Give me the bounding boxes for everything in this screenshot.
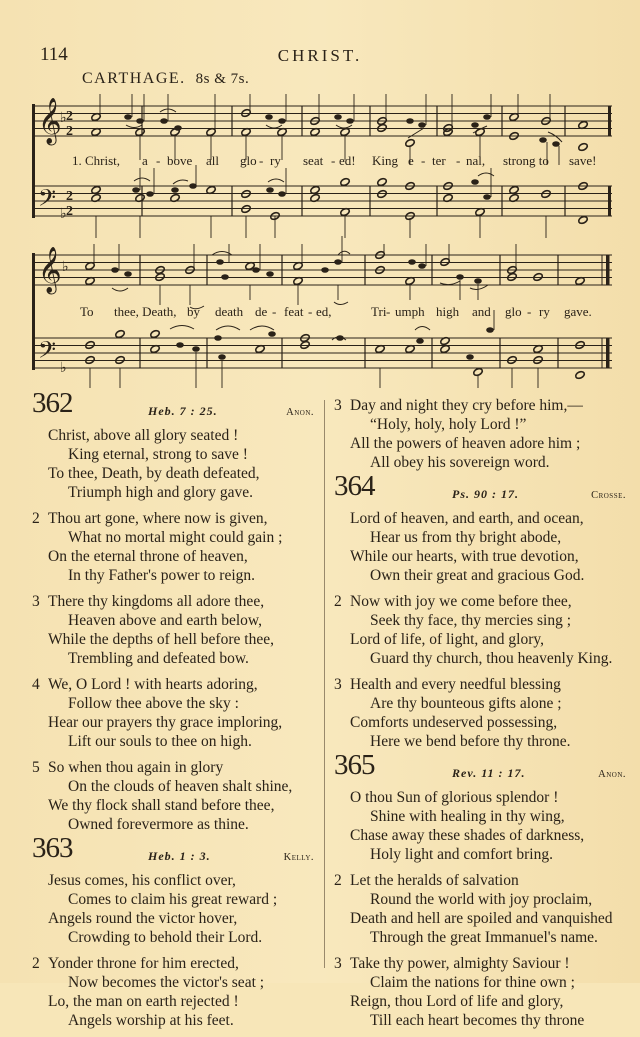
treble-clef-icon: 𝄞	[38, 98, 62, 144]
stanza-1	[332, 788, 632, 864]
verse-line: Round the world with joy proclaim,	[370, 891, 593, 908]
verse-line: Holy light and comfort bring.	[370, 846, 553, 863]
stanza-2	[30, 509, 320, 585]
stanza-1	[30, 426, 320, 502]
stanza-3	[30, 592, 320, 668]
svg-text:2: 2	[66, 124, 73, 139]
verse-line: Angels worship at his feet.	[68, 1012, 234, 1029]
verse-line: Now becomes the victor's seat ;	[68, 974, 265, 991]
lyrics-system-2: To thee, Death, by death de - feat - ed, Tri - umph high and glo - ry gave.	[80, 304, 592, 319]
verse-line: So when thou again in glory	[48, 759, 224, 776]
hymn-364	[332, 470, 632, 751]
verse-line: O thou Sun of glorious splendor !	[350, 789, 559, 806]
bass-clef-icon: 𝄢	[38, 184, 57, 217]
verse-line: King eternal, strong to save !	[68, 446, 248, 463]
verse-line: Triumph high and glory gave.	[68, 484, 253, 501]
hymn-author: Anon.	[598, 769, 626, 780]
verse-line: Follow thee above the sky :	[68, 695, 239, 712]
verse-line: Heaven above and earth below,	[68, 612, 262, 629]
lyrics-system-1: 1. Christ, a - bove all glo - ry seat - ed! King e - ter - nal, strong to save!	[72, 153, 597, 168]
verse-line: Chase away these shades of darkness,	[350, 827, 585, 844]
svg-text:♭: ♭	[60, 111, 67, 126]
verse-line: “Holy, holy, holy Lord !”	[370, 416, 527, 433]
verse-line: Through the great Immanuel's name.	[370, 929, 598, 946]
verse-line: There thy kingdoms all adore thee,	[48, 593, 265, 610]
hymn-362	[30, 387, 320, 834]
verse-line: Own their great and gracious God.	[370, 567, 585, 584]
page-number: 114	[40, 44, 68, 65]
verse-line: Take thy power, almighty Saviour !	[350, 955, 570, 972]
verse-line: Trembling and defeated bow.	[68, 650, 249, 667]
tune-name: CARTHAGE.	[82, 70, 186, 87]
stanza-4	[30, 675, 320, 751]
stanza-3	[332, 954, 632, 1030]
verse-line: Health and every needful blessing	[350, 676, 561, 693]
stanza-number: 2	[334, 593, 342, 610]
stanza-number: 3	[32, 593, 40, 610]
verse-line: Let the heralds of salvation	[350, 872, 519, 889]
verse-line: Comes to claim his great reward ;	[68, 891, 278, 908]
verse-line: Lo, the man on earth rejected !	[48, 993, 239, 1010]
verse-line: Till each heart becomes thy throne	[370, 1012, 585, 1029]
stanza-number: 3	[334, 676, 342, 693]
right-column	[332, 396, 632, 1037]
hymn-number: 362	[32, 387, 73, 419]
svg-text:2: 2	[66, 109, 73, 124]
stanza-number: 4	[32, 676, 40, 693]
hymn-363	[30, 832, 320, 1030]
verse-line: Lord of life, of light, and glory,	[350, 631, 544, 648]
hymn-365	[332, 749, 632, 1030]
svg-text:𝄢: 𝄢	[38, 336, 57, 369]
svg-text:♭: ♭	[60, 207, 67, 222]
hymn-number: 363	[32, 832, 73, 864]
verse-line: Thou art gone, where now is given,	[48, 510, 268, 527]
verse-line: Crowding to behold their Lord.	[68, 929, 263, 946]
hymn-number: 364	[334, 470, 375, 502]
stanza-2	[332, 871, 632, 947]
staff-notation	[0, 0, 640, 390]
scripture-reference: Ps. 90 : 17.	[452, 487, 519, 501]
stanza-number: 2	[334, 872, 342, 889]
hymn-363-stanza-3	[332, 396, 632, 472]
verse-line: Death and hell are spoiled and vanquished	[350, 910, 613, 927]
svg-text:♭: ♭	[62, 260, 69, 275]
verse-line: Are thy bounteous gifts alone ;	[370, 695, 562, 712]
verse-line: Hear our prayers thy grace imploring,	[48, 714, 283, 731]
verse-line: On the eternal throne of heaven,	[48, 548, 248, 565]
verse-line: To thee, Death, by death defeated,	[48, 465, 260, 482]
stanza-1	[30, 871, 320, 947]
verse-line: In thy Father's power to reign.	[68, 567, 256, 584]
stanza-3	[332, 675, 632, 751]
verse-line: All the powers of heaven adore him ;	[350, 435, 581, 452]
verse-line: Lord of heaven, and earth, and ocean,	[350, 510, 584, 527]
stanza-1	[332, 509, 632, 585]
hymn-author: Kelly.	[283, 852, 314, 863]
verse-line: Lift our souls to thee on high.	[68, 733, 252, 750]
verse-line: All obey his sovereign word.	[370, 454, 550, 471]
verse-line: Reign, thou Lord of life and glory,	[350, 993, 564, 1010]
verse-line: We, O Lord ! with hearts adoring,	[48, 676, 258, 693]
stanza-number: 2	[32, 510, 40, 527]
section-title: CHRIST.	[277, 46, 363, 65]
verse-line: Guard thy church, thou heavenly King.	[370, 650, 613, 667]
verse-line: Christ, above all glory seated !	[48, 427, 239, 444]
verse-line: Seek thy face, thy mercies sing ;	[370, 612, 572, 629]
verse-line: Angels round the victor hover,	[48, 910, 238, 927]
verse-line: Comforts undeserved possessing,	[350, 714, 558, 731]
verse-line: While our hearts, with true devotion,	[350, 548, 579, 565]
stanza-2	[332, 592, 632, 668]
stanza-number: 3	[334, 955, 342, 972]
verse-line: Shine with healing in thy wing,	[370, 808, 565, 825]
verse-line: Owned forevermore as thine.	[68, 816, 249, 833]
tune-meter: 8s & 7s.	[195, 71, 250, 87]
column-divider	[324, 400, 325, 968]
verse-line: Hear us from thy bright abode,	[370, 529, 562, 546]
hymn-author: Anon.	[286, 407, 314, 418]
stanza-number: 5	[32, 759, 40, 776]
stanza-2	[30, 954, 320, 1030]
music-score	[0, 0, 640, 390]
stanza-5	[30, 758, 320, 834]
scripture-reference: Heb. 7 : 25.	[148, 404, 218, 418]
scripture-reference: Heb. 1 : 3.	[148, 849, 211, 863]
verse-line: Day and night they cry before him,—	[350, 397, 583, 414]
verse-line: Claim the nations for thine own ;	[370, 974, 575, 991]
stanza-number: 2	[32, 955, 40, 972]
svg-text:2: 2	[66, 204, 73, 219]
svg-text:♭: ♭	[60, 361, 67, 376]
verse-line: Here we bend before thy throne.	[370, 733, 571, 750]
verse-line: While the depths of hell before thee,	[48, 631, 274, 648]
verse-line: What no mortal might could gain ;	[68, 529, 283, 546]
verse-line: Now with joy we come before thee,	[350, 593, 572, 610]
hymn-author: Crosse.	[591, 490, 626, 501]
stanza-number: 3	[334, 397, 342, 414]
verse-line: Jesus comes, his conflict over,	[48, 872, 236, 889]
hymn-number: 365	[334, 749, 375, 781]
left-column	[30, 387, 320, 1037]
svg-text:𝄞: 𝄞	[38, 247, 62, 293]
svg-text:2: 2	[66, 189, 73, 204]
verse-line: We thy flock shall stand before thee,	[48, 797, 275, 814]
scripture-reference: Rev. 11 : 17.	[452, 766, 526, 780]
verse-line: Yonder throne for him erected,	[48, 955, 239, 972]
verse-line: On the clouds of heaven shalt shine,	[68, 778, 293, 795]
